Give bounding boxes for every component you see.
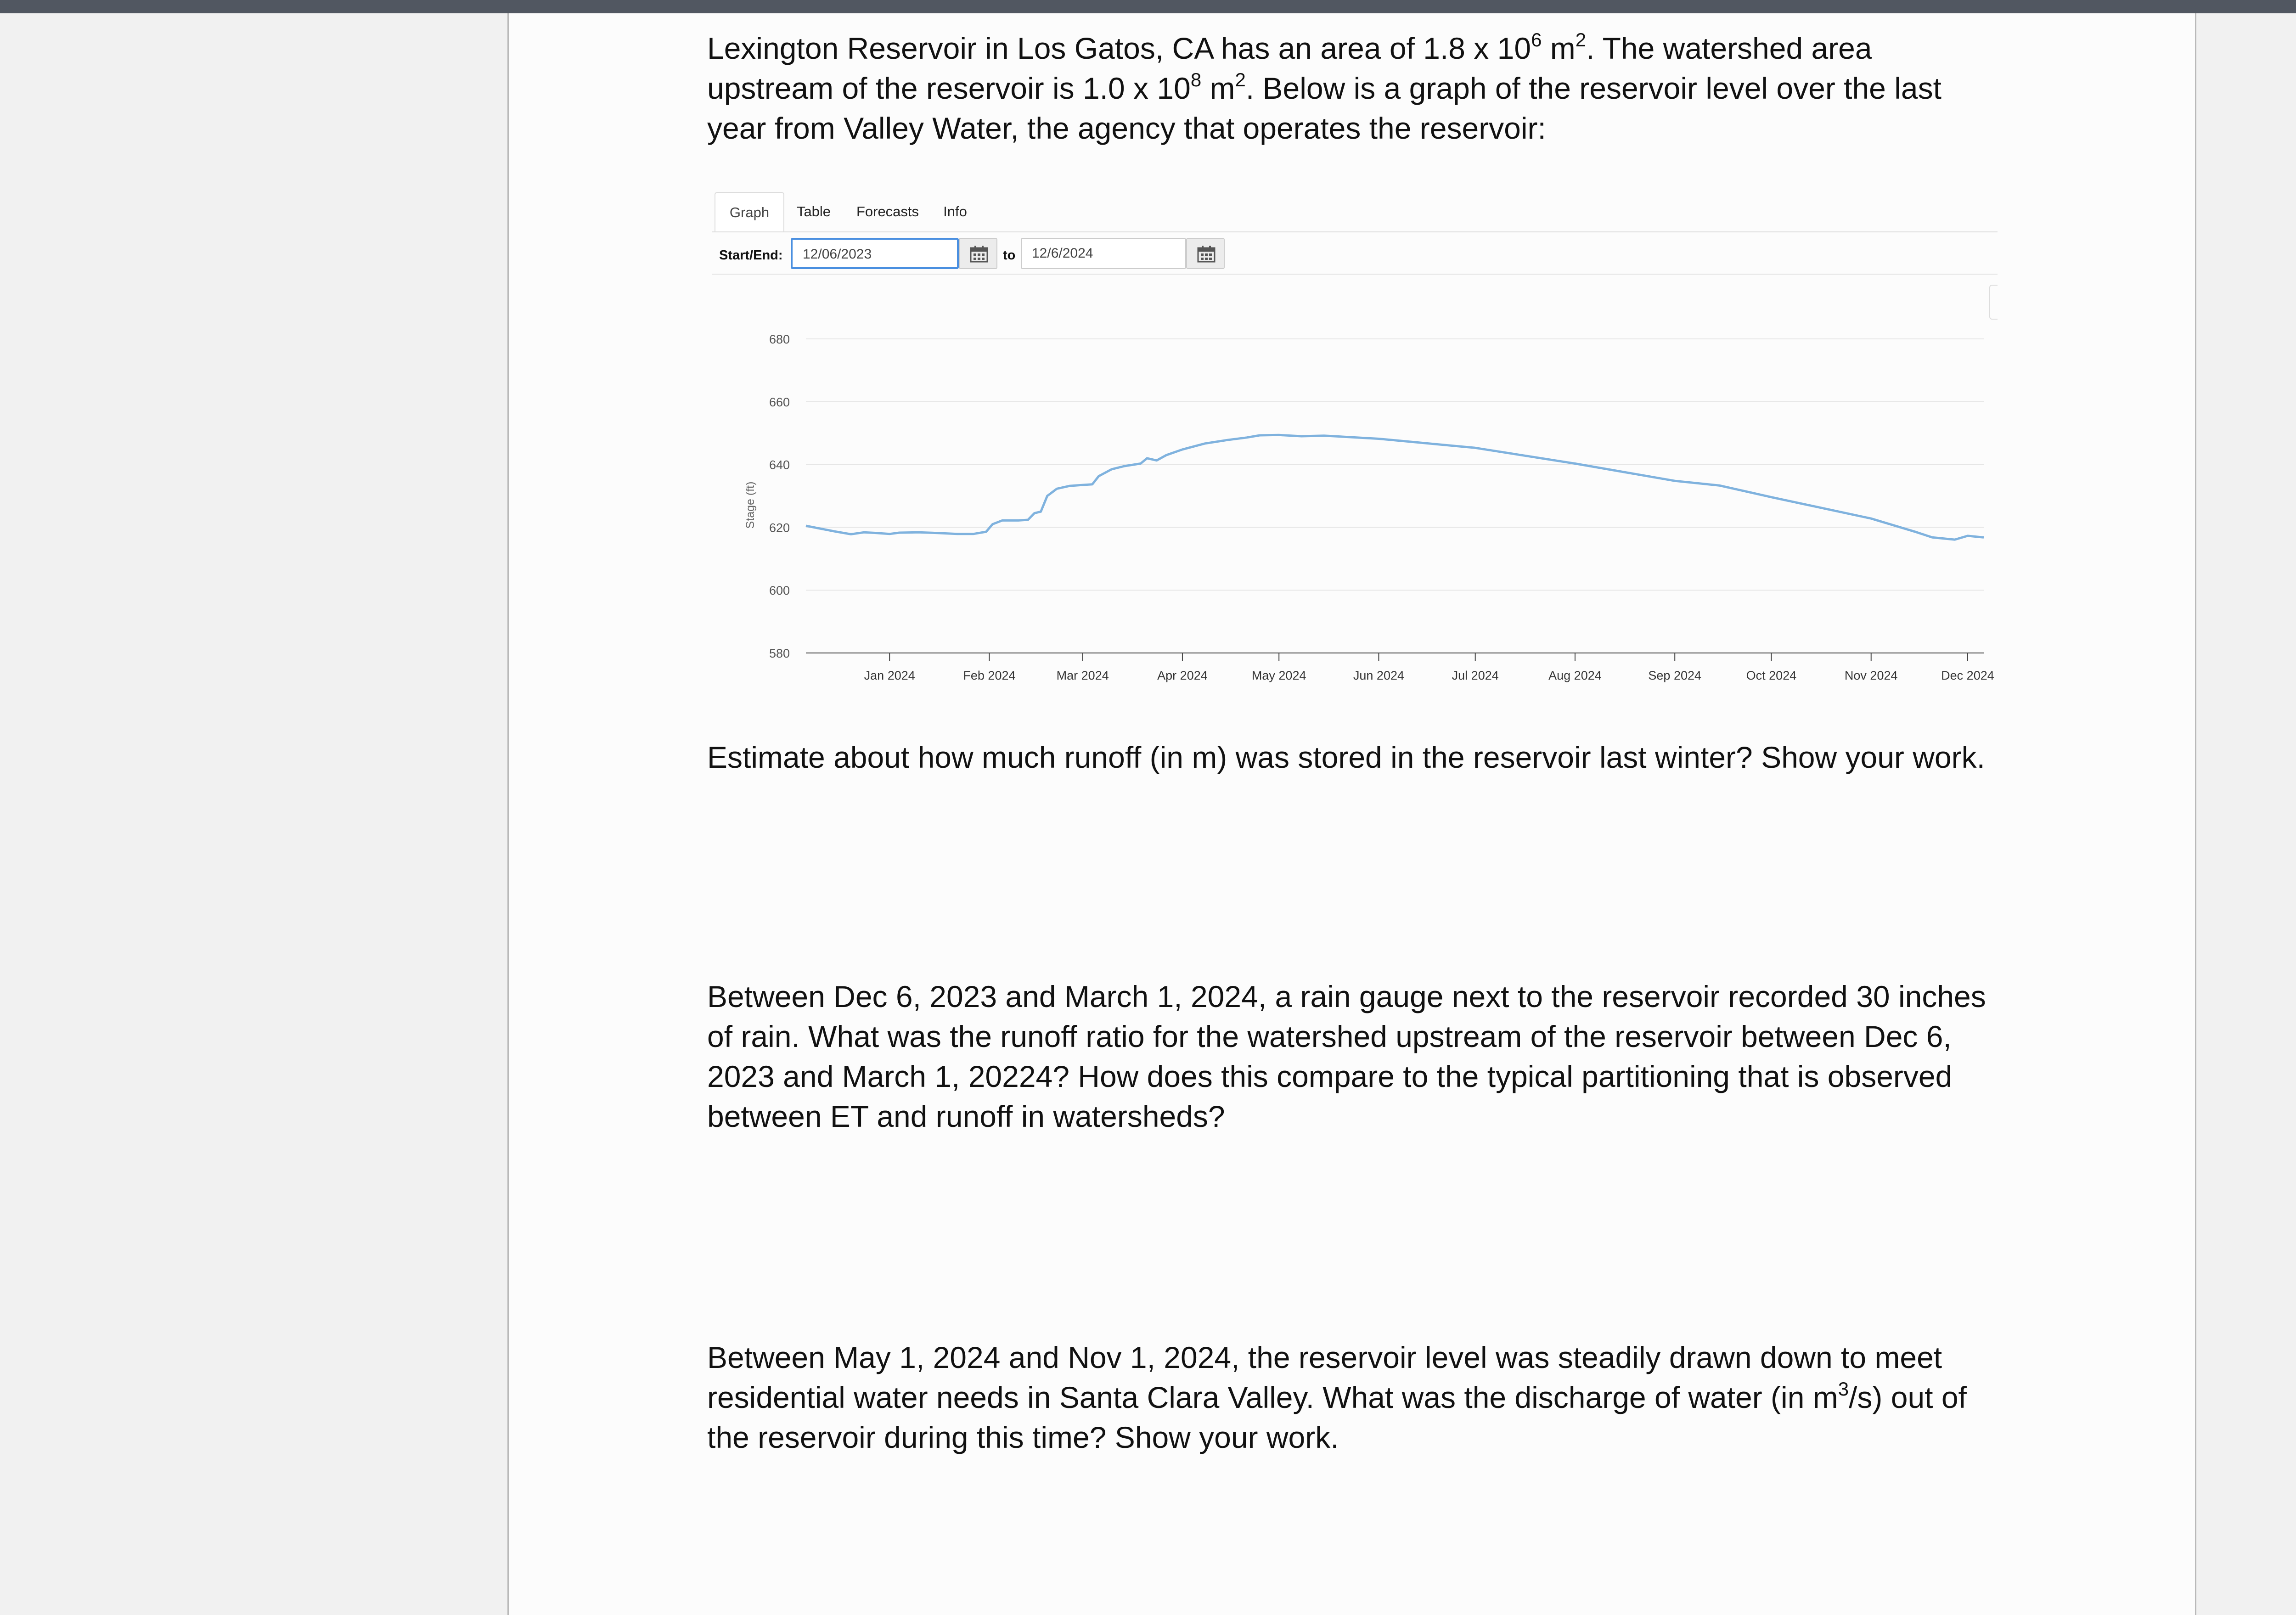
x-tick-label: Dec 2024 xyxy=(1941,669,1994,682)
y-tick-label: 600 xyxy=(769,584,790,598)
intro-paragraph xyxy=(707,28,2002,148)
intro-exponent-3: 8 xyxy=(1190,69,1202,90)
x-tick-label: Apr 2024 xyxy=(1157,669,1208,682)
y-axis-label: Stage (ft) xyxy=(744,481,757,529)
x-tick-label: Aug 2024 xyxy=(1548,669,1602,682)
x-tick-label: Mar 2024 xyxy=(1056,669,1109,682)
y-tick-label: 660 xyxy=(769,395,790,409)
intro-text-5: . Below is a graph of the reservoir level over the last year from Valley Water, the agency that operates the reservoir: xyxy=(707,71,1941,145)
window-top-bar xyxy=(0,0,2296,13)
question-1: Estimate about how much runoff (in m) was stored in the reservoir last winter? Show your work. xyxy=(707,740,1985,774)
x-tick-label: Jun 2024 xyxy=(1353,669,1405,682)
x-tick-label: Jul 2024 xyxy=(1452,669,1499,682)
y-tick-label: 640 xyxy=(769,458,790,472)
question-3 xyxy=(707,1338,2002,1457)
intro-exponent-2: 2 xyxy=(1575,29,1587,51)
intro-exponent-4: 2 xyxy=(1235,69,1246,90)
start-date-input[interactable]: 12/06/2023 xyxy=(791,238,959,269)
intro-text-2: m xyxy=(1542,31,1576,65)
tab-table[interactable]: Table xyxy=(796,203,831,219)
intro-exponent-1: 6 xyxy=(1531,29,1542,51)
reservoir-graph-widget xyxy=(712,184,1998,693)
tab-info[interactable]: Info xyxy=(943,203,967,219)
question-3-text-1: Between May 1, 2024 and Nov 1, 2024, the reservoir level was steadily drawn down to meet residential water needs in Santa Clara Valley. What was the discharge of water (in m xyxy=(707,1340,1942,1414)
x-tick-label: Oct 2024 xyxy=(1746,669,1797,682)
intro-text-4: m xyxy=(1201,71,1235,105)
x-tick-label: May 2024 xyxy=(1251,669,1306,682)
x-tick-label: Sep 2024 xyxy=(1648,669,1702,682)
tab-forecasts[interactable]: Forecasts xyxy=(856,203,919,219)
question-3-text-2: /s) out of the reservoir during this time? Show your work. xyxy=(707,1380,1967,1454)
start-end-label: Start/End: xyxy=(719,248,783,263)
y-tick-label: 620 xyxy=(769,521,790,535)
intro-text-1: Lexington Reservoir in Los Gatos, CA has an area of 1.8 x 10 xyxy=(707,31,1531,65)
end-date-input[interactable]: 12/6/2024 xyxy=(1021,238,1186,269)
stage-chart xyxy=(712,184,1998,693)
question-3-exponent: 3 xyxy=(1838,1378,1849,1400)
intro-text-3: . The watershed area upstream of the reservoir is 1.0 x 10 xyxy=(707,31,1872,105)
stage-series-line xyxy=(806,435,1984,540)
x-tick-label: Feb 2024 xyxy=(963,669,1016,682)
y-tick-label: 580 xyxy=(769,647,790,660)
x-tick-label: Nov 2024 xyxy=(1844,669,1898,682)
y-tick-label: 680 xyxy=(769,332,790,346)
question-2: Between Dec 6, 2023 and March 1, 2024, a rain gauge next to the reservoir recorded 30 inches of rain. What was the runoff ratio for the watershed upstream of the reservoir between Dec 6, 2023 and March 1, 20224? How does this compare to the typical partitioning that is observed between ET and runoff in watersheds? xyxy=(707,979,1986,1133)
tab-graph[interactable]: Graph xyxy=(715,192,784,232)
to-label: to xyxy=(1003,248,1016,263)
x-tick-label: Jan 2024 xyxy=(864,669,915,682)
